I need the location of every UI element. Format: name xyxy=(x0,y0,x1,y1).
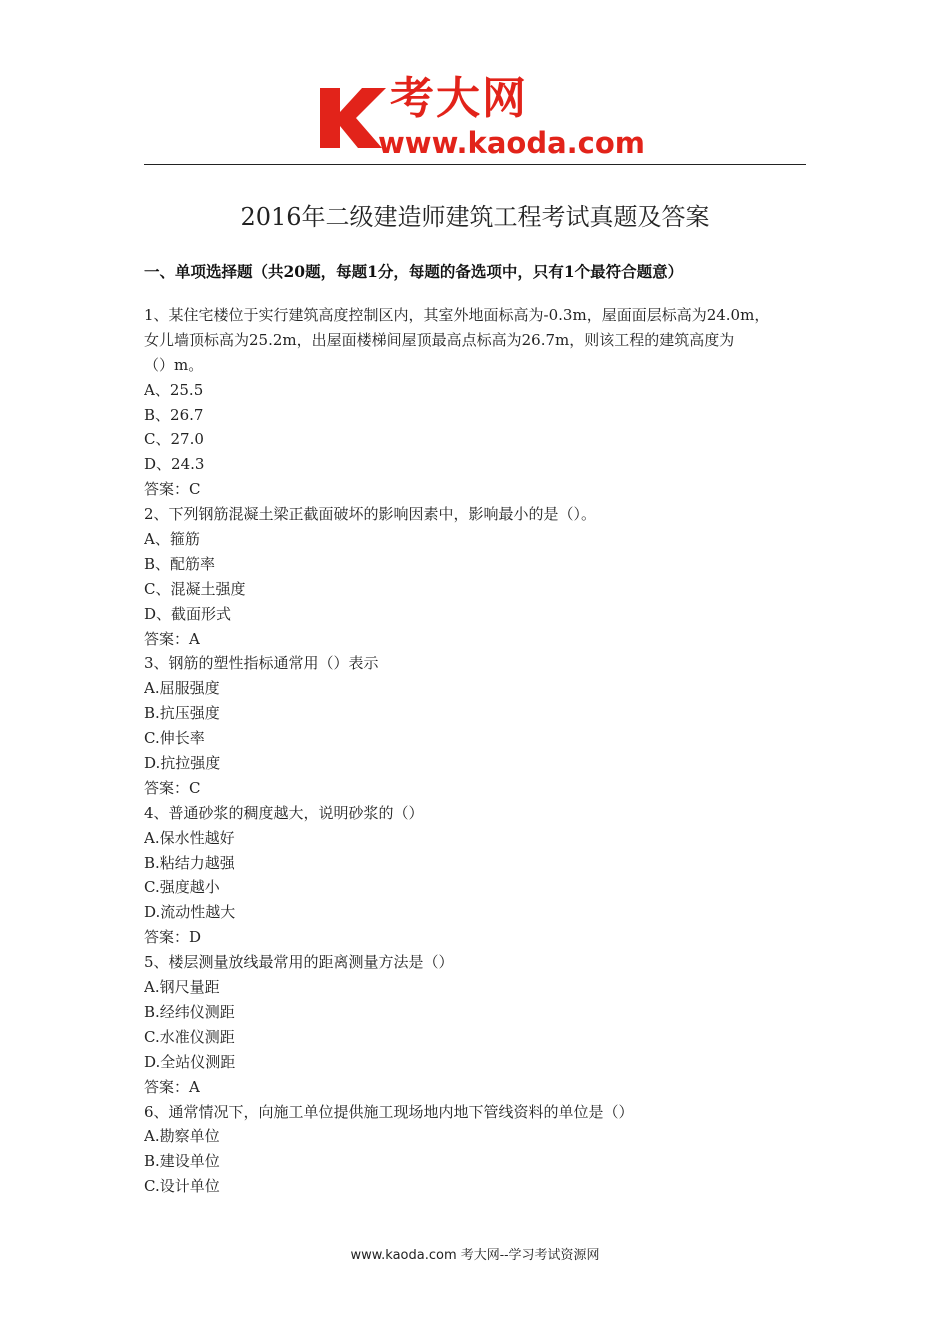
answer-line: 答案：A xyxy=(144,629,200,648)
site-logo xyxy=(318,73,648,160)
logo-chinese-text: 考大网 xyxy=(390,73,528,124)
answer-line: 答案：A xyxy=(144,1077,200,1096)
answer-line: 答案：D xyxy=(144,928,202,947)
question-line: 4、普通砂浆的稠度越大，说明砂浆的（） xyxy=(144,803,424,822)
option-line: D.抗拉强度 xyxy=(144,754,221,773)
option-line: D、24.3 xyxy=(144,455,205,474)
option-line: B.经纬仪测距 xyxy=(144,1002,235,1021)
text-line: 女儿墙顶标高为25.2m，出屋面楼梯间屋顶最高点标高为26.7m，则该工程的建筑高度为 xyxy=(144,330,735,349)
option-line: D.流动性越大 xyxy=(144,903,236,922)
option-line: A、箍筋 xyxy=(144,530,200,549)
page-footer xyxy=(0,1246,950,1266)
header-divider xyxy=(144,164,806,165)
option-line: D、截面形式 xyxy=(144,604,232,623)
option-line: C.设计单位 xyxy=(144,1177,220,1196)
option-line: C.强度越小 xyxy=(144,878,220,897)
option-line: B.抗压强度 xyxy=(144,704,220,723)
answer-line: 答案：C xyxy=(144,778,201,797)
option-line: A.保水性越好 xyxy=(144,828,235,847)
option-line: B、26.7 xyxy=(144,405,204,424)
question-line: 6、通常情况下，向施工单位提供施工现场地内地下管线资料的单位是（） xyxy=(144,1102,634,1121)
option-line: A.勘察单位 xyxy=(144,1127,220,1146)
document-title: 2016年二级建造师建筑工程考试真题及答案 xyxy=(240,203,710,231)
option-line: B.粘结力越强 xyxy=(144,853,235,872)
text-line: （）m。 xyxy=(144,355,204,374)
question-list xyxy=(144,303,809,1199)
footer-link[interactable]: www.kaoda.com xyxy=(350,1248,457,1263)
answer-line: 答案：C xyxy=(144,480,201,499)
option-line: A.钢尺量距 xyxy=(144,978,220,997)
logo-url-text: www.kaoda.com xyxy=(378,126,645,160)
option-line: D.全站仪测距 xyxy=(144,1052,236,1071)
option-line: C、27.0 xyxy=(144,430,204,449)
option-line: B、配筋率 xyxy=(144,554,216,573)
option-line: C、混凝土强度 xyxy=(144,579,246,598)
section-heading: 一、单项选择题（共20题，每题1分，每题的备选项中，只有1个最符合题意） xyxy=(144,262,684,281)
question-line: 2、下列钢筋混凝土梁正截面破坏的影响因素中，影响最小的是（）。 xyxy=(144,505,597,524)
option-line: A.屈服强度 xyxy=(144,679,220,698)
option-line: C.水准仪测距 xyxy=(144,1027,235,1046)
option-line: B.建设单位 xyxy=(144,1152,220,1171)
question-line: 5、楼层测量放线最常用的距离测量方法是（） xyxy=(144,953,454,972)
option-line: A、25.5 xyxy=(144,380,204,399)
option-line: C.伸长率 xyxy=(144,729,205,748)
text-line: 1、某住宅楼位于实行建筑高度控制区内，其室外地面标高为-0.3m，屋面面层标高为24.0m， xyxy=(144,306,770,324)
question-line: 3、钢筋的塑性指标通常用（）表示 xyxy=(144,654,379,673)
footer-text: 考大网--学习考试资源网 xyxy=(456,1248,600,1263)
